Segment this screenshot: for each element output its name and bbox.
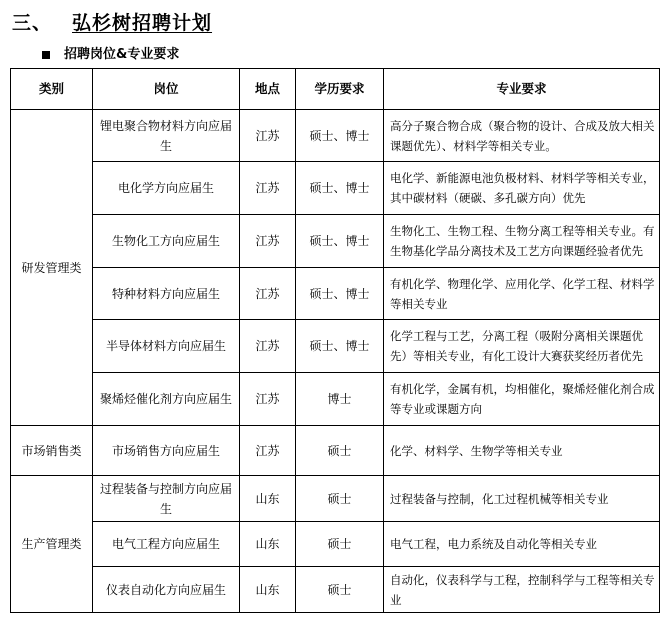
education-cell: 硕士、博士	[296, 215, 384, 268]
table-header-row	[11, 69, 660, 110]
position-cell: 半导体材料方向应届生	[93, 320, 240, 373]
header-major: 专业要求	[384, 69, 660, 110]
category-cell: 生产管理类	[11, 476, 93, 613]
education-cell: 硕士、博士	[296, 320, 384, 373]
table-row	[11, 522, 660, 567]
major-cell: 过程装备与控制，化工过程机械等相关专业	[384, 476, 660, 522]
position-cell: 电化学方向应届生	[93, 162, 240, 215]
table-row	[11, 426, 660, 476]
location-cell: 江苏	[240, 320, 296, 373]
recruitment-table	[10, 68, 660, 613]
position-cell: 锂电聚合物材料方向应届生	[93, 110, 240, 162]
education-cell: 硕士	[296, 567, 384, 613]
position-cell: 市场销售方向应届生	[93, 426, 240, 476]
location-cell: 江苏	[240, 110, 296, 162]
square-bullet-icon	[42, 51, 50, 59]
table-row	[11, 373, 660, 426]
table-row	[11, 162, 660, 215]
position-cell: 特种材料方向应届生	[93, 268, 240, 320]
table-row	[11, 110, 660, 162]
education-cell: 硕士、博士	[296, 268, 384, 320]
major-cell: 电化学、新能源电池负极材料、材料学等相关专业，其中碳材料（硬碳、多孔碳方向）优先	[384, 162, 660, 215]
location-cell: 江苏	[240, 426, 296, 476]
table-row	[11, 567, 660, 613]
section-title	[12, 8, 212, 35]
page-title: 弘杉树招聘计划	[72, 12, 213, 34]
table-row	[11, 268, 660, 320]
location-cell: 江苏	[240, 162, 296, 215]
position-cell: 电气工程方向应届生	[93, 522, 240, 567]
location-cell: 江苏	[240, 373, 296, 426]
major-cell: 有机化学，金属有机，均相催化，聚烯烃催化剂合成等专业或课题方向	[384, 373, 660, 426]
major-cell: 生物化工、生物工程、生物分离工程等相关专业。有生物基化学品分离技术及工艺方向课题经验者优先	[384, 215, 660, 268]
table-row	[11, 215, 660, 268]
header-education: 学历要求	[296, 69, 384, 110]
major-cell: 有机化学、物理化学、应用化学、化学工程、材料学等相关专业	[384, 268, 660, 320]
education-cell: 硕士、博士	[296, 162, 384, 215]
category-cell: 市场销售类	[11, 426, 93, 476]
position-cell: 仪表自动化方向应届生	[93, 567, 240, 613]
location-cell: 山东	[240, 476, 296, 522]
subtitle	[42, 43, 179, 62]
position-cell: 聚烯烃催化剂方向应届生	[93, 373, 240, 426]
header-location: 地点	[240, 69, 296, 110]
education-cell: 硕士	[296, 426, 384, 476]
education-cell: 硕士	[296, 476, 384, 522]
location-cell: 山东	[240, 567, 296, 613]
table-row	[11, 476, 660, 522]
major-cell: 自动化，仪表科学与工程，控制科学与工程等相关专业	[384, 567, 660, 613]
category-cell: 研发管理类	[11, 110, 93, 426]
major-cell: 高分子聚合物合成（聚合物的设计、合成及放大相关课题优先）、材料学等相关专业。	[384, 110, 660, 162]
position-cell: 过程装备与控制方向应届生	[93, 476, 240, 522]
education-cell: 博士	[296, 373, 384, 426]
major-cell: 化学工程与工艺，分离工程（吸附分离相关课题优先）等相关专业，有化工设计大赛获奖经历者优先	[384, 320, 660, 373]
education-cell: 硕士	[296, 522, 384, 567]
major-cell: 化学、材料学、生物学等相关专业	[384, 426, 660, 476]
table-row	[11, 320, 660, 373]
header-position: 岗位	[93, 69, 240, 110]
location-cell: 山东	[240, 522, 296, 567]
education-cell: 硕士、博士	[296, 110, 384, 162]
location-cell: 江苏	[240, 215, 296, 268]
location-cell: 江苏	[240, 268, 296, 320]
header-category: 类别	[11, 69, 93, 110]
position-cell: 生物化工方向应届生	[93, 215, 240, 268]
section-number: 三、	[12, 12, 53, 34]
major-cell: 电气工程，电力系统及自动化等相关专业	[384, 522, 660, 567]
subtitle-text: 招聘岗位&专业要求	[64, 47, 180, 62]
